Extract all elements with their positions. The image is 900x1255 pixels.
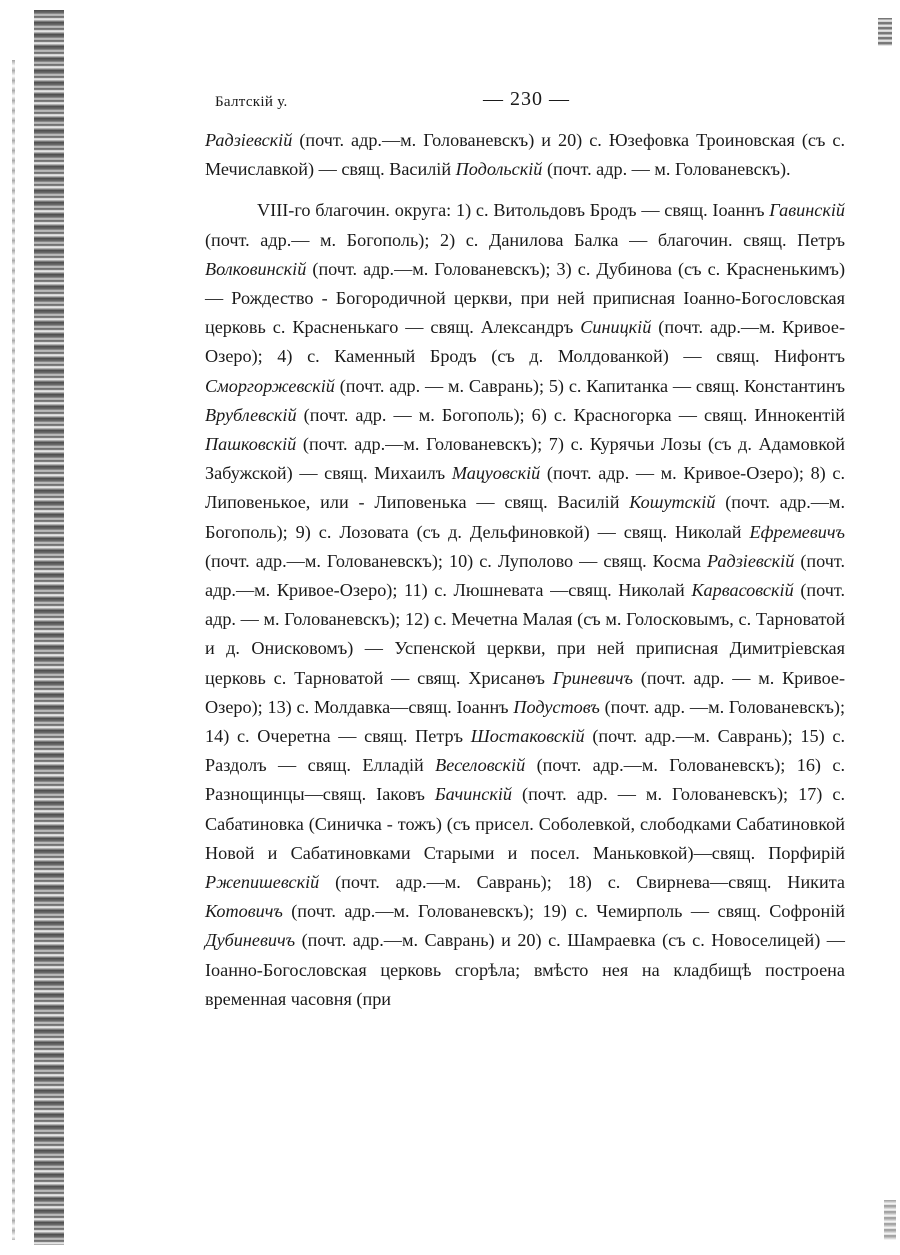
text-run: (почт. адр. — м. Голованевскъ); 12) с. Мечетна Малая (съ м. Голосковымъ, с. Тарноватой и д. Онисковомъ) — Успенской церкви, при ней приписная Димитріевская церковь с. Тарноватой — свящ. Хрисанѳъ: [205, 580, 846, 688]
text-run: (почт. адр. — м. Кривое-Озеро); 8) с. Липовенькое, или - Липовенька — свящ. Василій: [205, 463, 845, 513]
text-run: (почт. адр. — м. Саврань); 5) с. Капитанка — свящ. Константинъ: [334, 375, 845, 396]
text-run: (почт. адр.—м. Голованевскъ); 7) с. Курячьи Лозы (съ д. Адамовкой Забужской) — свящ. Михаилъ: [205, 434, 845, 484]
priest-name: Шостаковскій: [470, 726, 585, 747]
text-run: (почт. адр.—м. Саврань) и 20) с. Шамраевка (съ с. Новоселицей) — Іоанно-Богословская церковь сгорѣла; вмѣсто нея на кладбищѣ построена временная часовня (при: [205, 930, 845, 1009]
text-run: (почт. адр.—м. Голованевскъ); 10) с. Луполово — свящ. Косма: [205, 550, 707, 571]
text-run: (почт. адр.—м. Голованевскъ); 19) с. Чемирполь — свящ. Софроній: [282, 901, 845, 922]
text-run: (почт. адр.—м. Голованевскъ); 16) с. Разнощинцы—свящ. Іаковъ: [205, 755, 846, 805]
text-run: (почт. адр.—м. Голованевскъ); 3) с. Дубинова (съ с. Красненькимъ) — Рождество - Богородичной церкви, при ней приписная Іоанно-Богословская церковь с. Красненькаго — свящ. Александръ: [205, 258, 845, 338]
text-run: (почт. адр.—м. Кривое-Озеро); 11) с. Люшневата —свящ. Николай: [205, 550, 846, 601]
priest-name: Карвасовскій: [691, 580, 794, 601]
page-body: [205, 126, 845, 1014]
priest-name: Котовичъ: [205, 901, 283, 922]
priest-name: Мацуовскій: [451, 463, 541, 484]
priest-name: Гавинскій: [769, 200, 845, 221]
text-run: (почт. адр. — м. Кривое-Озеро); 13) с. Молдавка—свящ. Іоаннъ: [205, 667, 846, 717]
scan-edge-mark-bottom: [884, 1200, 896, 1240]
priest-name: Бачинскій: [434, 784, 512, 805]
book-spine-shadow: [34, 10, 64, 1245]
scan-edge-left: [12, 60, 15, 1240]
priest-name: Синицкій: [580, 317, 652, 338]
text-run: (почт. адр. — м. Богополь); 6) с. Красногорка — свящ. Иннокентій: [296, 404, 845, 425]
page-header: [215, 88, 845, 118]
paragraph-continued: [205, 126, 845, 184]
text-run: (почт. адр.—м. Саврань); 18) с. Свирнева—свящ. Никита: [319, 872, 845, 893]
priest-name: Веселовскій: [435, 755, 526, 776]
priest-name: Дубиневичъ: [205, 930, 296, 951]
text-run: (почт. адр.—м. Голованевскъ) и 20) с. Юзефовка Троиновская (съ с. Мечиславкой) — свящ. Василій: [205, 130, 845, 180]
priest-name: Волковинскій: [205, 258, 307, 279]
text-run: VIII-го благочин. округа: 1) с. Витольдовъ Бродъ — свящ. Іоаннъ: [257, 200, 770, 221]
page-number: — 230 —: [483, 88, 570, 110]
text-run: (почт. адр.— м. Богополь); 2) с. Данилова Балка — благочин. свящ. Петръ: [205, 229, 845, 250]
text-run: (почт. адр. — м. Голованевскъ).: [542, 159, 791, 180]
priest-name: Радзіевскій: [205, 130, 293, 150]
text-run: (почт. адр.—м. Саврань); 15) с. Раздолъ — свящ. Елладій: [205, 726, 845, 776]
priest-name: Ржепишевскій: [205, 872, 320, 893]
text-run: (почт. адр. —м. Голованевскъ); 14) с. Очеретна — свящ. Петръ: [205, 696, 845, 747]
running-head: Балтскій у.: [215, 94, 288, 110]
text-run: (почт. адр.—м. Богополь); 9) с. Лозовата (съ д. Дельфиновкой) — свящ. Николай: [205, 492, 845, 542]
priest-name: Пашковскій: [205, 434, 297, 455]
priest-name: Кошутскій: [629, 492, 716, 513]
priest-name: Подустовъ: [513, 696, 600, 717]
paragraph-deanery-viii: [205, 196, 845, 1014]
text-run: (почт. адр.—м. Кривое-Озеро); 4) с. Каменный Бродъ (съ д. Молдованкой) — свящ. Нифонтъ: [205, 317, 846, 367]
priest-name: Ефремевичъ: [749, 521, 845, 542]
scan-edge-mark-top: [878, 18, 892, 46]
priest-name: Подольскій: [455, 159, 543, 180]
priest-name: Гриневичъ: [552, 667, 633, 688]
priest-name: Радзіевскій: [706, 550, 795, 571]
priest-name: Сморгоржевскій: [205, 375, 335, 396]
priest-name: Врублевскій: [205, 404, 297, 425]
text-run: (почт. адр. — м. Голованевскъ); 17) с. Сабатиновка (Синичка - тожъ) (съ присел. Соболевкой, слободками Сабатиновкой Новой и Сабатиновками Старыми и посел. Маньковкой)—свящ. Порфирій: [205, 784, 845, 863]
